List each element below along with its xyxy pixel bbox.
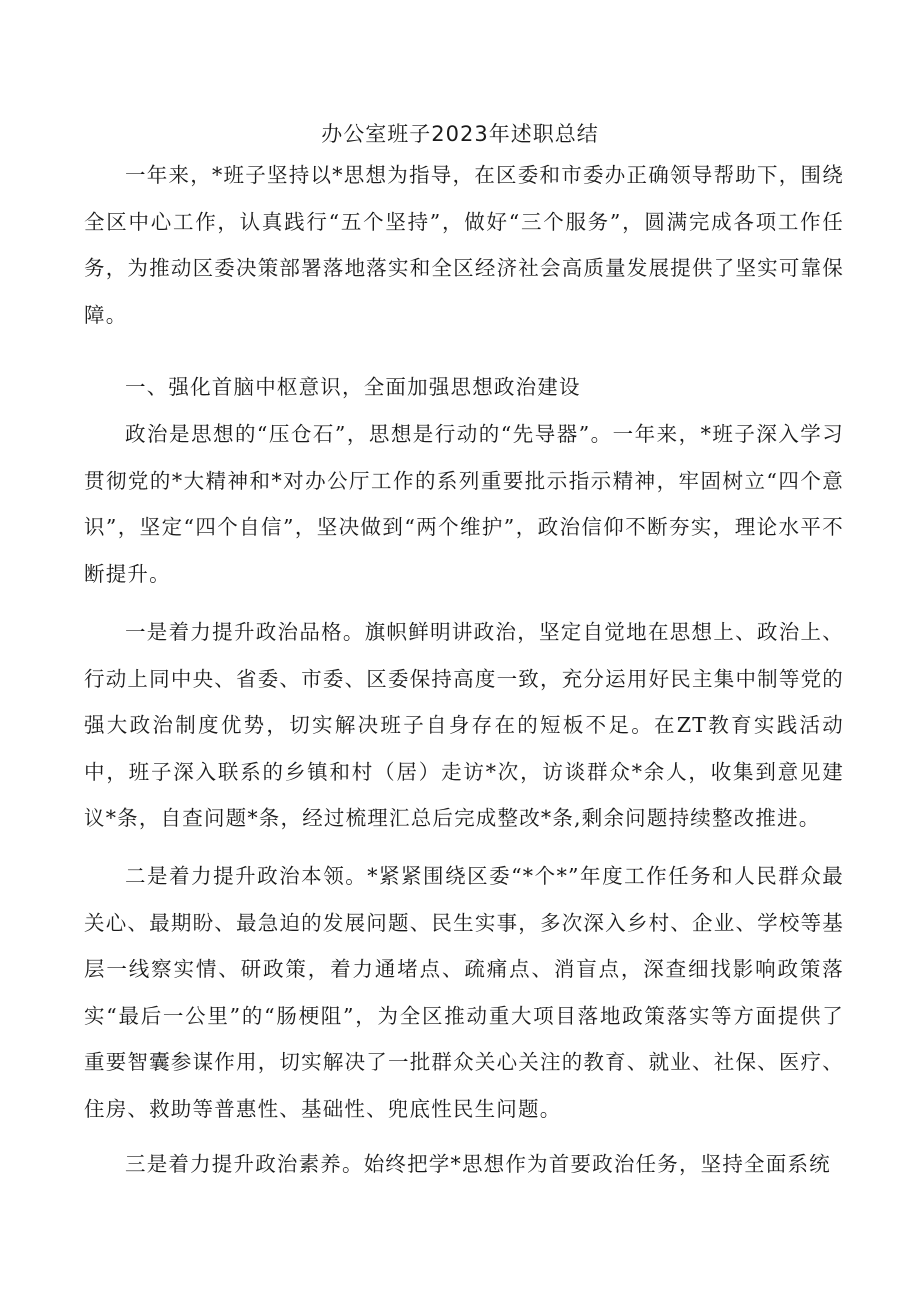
- intro-paragraph: 一年来，*班子坚持以*思想为指导，在区委和市委办正确领导帮助下，围绕全区中心工作，认真践行“五个坚持”，做好“三个服务”，圆满完成各项工作任务，为推动区委决策部署落地落实和全区经济社会高质量发展提供了坚实可靠保障。: [84, 163, 844, 327]
- point-one-paragraph: 一是着力提升政治品格。旗帜鲜明讲政治，坚定自觉地在思想上、政治上、行动上同中央、省委、市委、区委保持高度一致，充分运用好民主集中制等党的强大政治制度优势，切实解决班子自身存在的短板不足。在ZT教育实践活动中，班子深入联系的乡镇和村（居）走访*次，访谈群众*余人，收集到意见建议*条，自查问题*条，经过梳理汇总后完成整改*条,剩余问题持续整改推进。: [84, 620, 844, 830]
- section-heading: 一、强化首脑中枢意识，全面加强思想政治建设: [125, 375, 581, 399]
- point-two-paragraph: 二是着力提升政治本领。*紧紧围绕区委“*个*”年度工作任务和人民群众最关心、最期盼、最急迫的发展问题、民生实事，多次深入乡村、企业、学校等基层一线察实情、研政策，着力通堵点、疏痛点、消盲点，深查细找影响政策落实“最后一公里”的“肠梗阻”，为全区推动重大项目落地政策落实等方面提供了重要智囊参谋作用，切实解决了一批群众关心关注的教育、就业、社保、医疗、住房、救助等普惠性、基础性、兜底性民生问题。: [84, 864, 844, 1121]
- section-intro-paragraph: 政治是思想的“压仓石”，思想是行动的“先导器”。一年来，*班子深入学习贯彻党的*大精神和*对办公厅工作的系列重要批示指示精神，牢固树立“四个意识”，坚定“四个自信”，坚决做到“两个维护”，政治信仰不断夯实，理论水平不断提升。: [84, 422, 844, 586]
- document-title: 办公室班子2023年述职总结: [321, 122, 599, 146]
- point-three-paragraph: 三是着力提升政治素养。始终把学*思想作为首要政治任务，坚持全面系统: [125, 1152, 831, 1176]
